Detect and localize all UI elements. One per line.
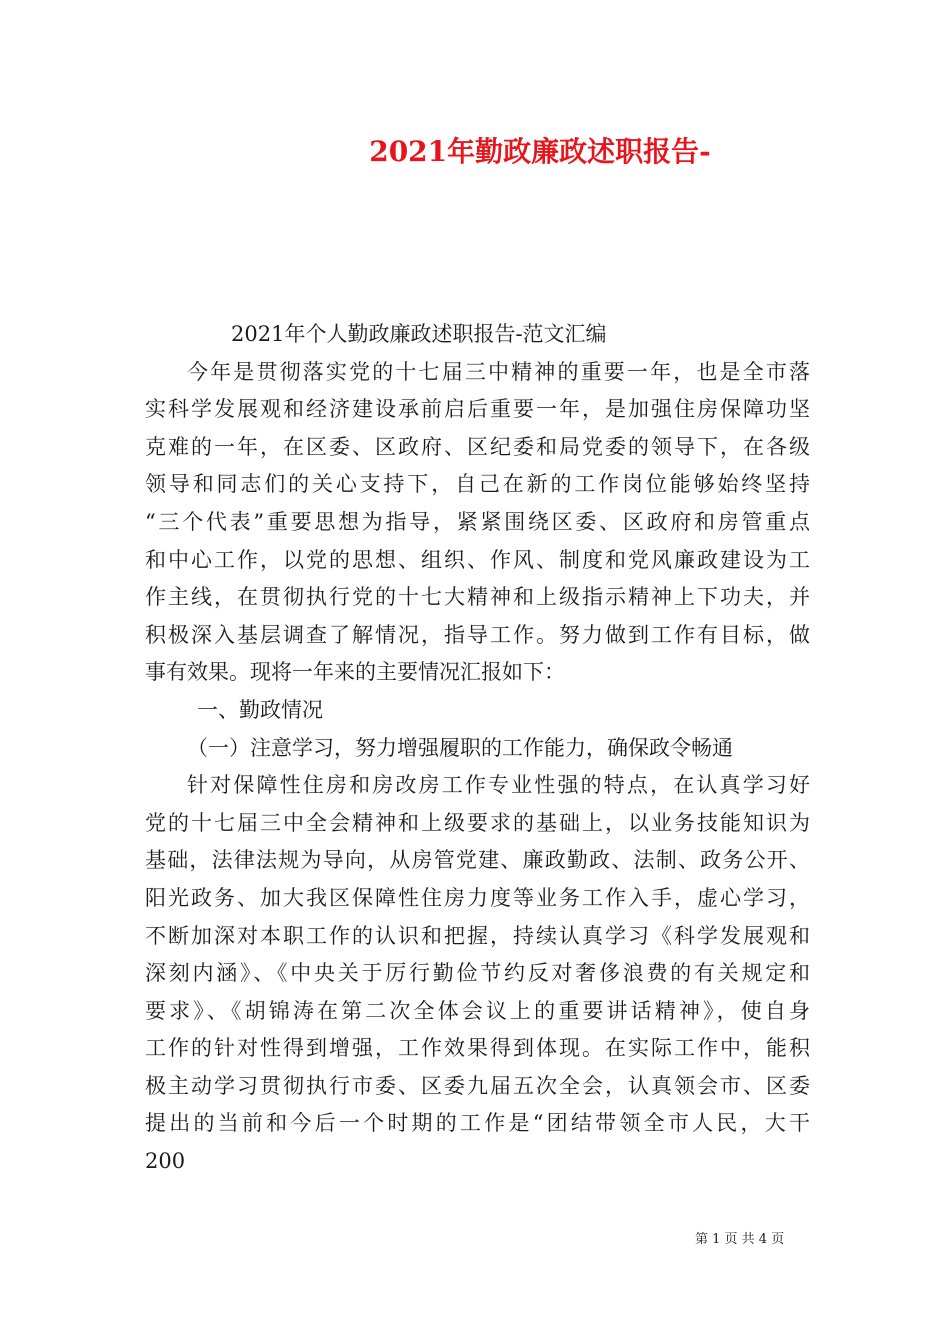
paragraph-line: 要求》、《胡锦涛在第二次全体会议上的重要讲话精神》，使自身 — [145, 998, 810, 1023]
paragraph-line: 克难的一年，在区委、区政府、区纪委和局党委的领导下，在各级 — [145, 434, 810, 459]
paragraph-line: 今年是贯彻落实党的十七届三中精神的重要一年，也是全市落 — [187, 359, 810, 384]
subsection-heading: （一）注意学习，努力增强履职的工作能力，确保政令畅通 — [187, 735, 733, 760]
document-title: 2021年勤政廉政述职报告- — [369, 135, 711, 168]
document-subtitle: 2021年个人勤政廉政述职报告-范文汇编 — [231, 322, 607, 346]
paragraph-line: “三个代表”重要思想为指导，紧紧围绕区委、区政府和房管重点 — [145, 509, 810, 534]
paragraph-line: 不断加深对本职工作的认识和把握，持续认真学习《科学发展观和 — [145, 923, 810, 948]
paragraph-line: 作主线，在贯彻执行党的十七大精神和上级指示精神上下功夫，并 — [145, 585, 810, 610]
paragraph-line: 事有效果。现将一年来的主要情况汇报如下： — [145, 660, 565, 685]
paragraph-line: 200 — [145, 1149, 186, 1174]
paragraph-line: 党的十七届三中全会精神和上级要求的基础上，以业务技能知识为 — [145, 810, 810, 835]
paragraph-line: 积极深入基层调查了解情况，指导工作。努力做到工作有目标，做 — [145, 622, 810, 647]
paragraph-line: 极主动学习贯彻执行市委、区委九届五次全会，认真领会市、区委 — [145, 1073, 810, 1098]
document-body — [145, 316, 810, 1181]
paragraph-line: 基础，法律法规为导向，从房管党建、廉政勤政、法制、政务公开、 — [145, 848, 810, 873]
paragraph-line: 工作的针对性得到增强，工作效果得到体现。在实际工作中，能积 — [145, 1036, 810, 1061]
paragraph-line: 阳光政务、加大我区保障性住房力度等业务工作入手，虚心学习， — [145, 885, 810, 910]
paragraph-line: 和中心工作，以党的思想、组织、作风、制度和党风廉政建设为工 — [145, 547, 810, 572]
page-footer: 第 1 页 共 4 页 — [695, 1232, 785, 1247]
paragraph-line: 实科学发展观和经济建设承前启后重要一年，是加强住房保障功坚 — [145, 397, 810, 422]
paragraph-line: 针对保障性住房和房改房工作专业性强的特点，在认真学习好 — [187, 773, 810, 798]
section-heading: 一、勤政情况 — [197, 697, 323, 722]
paragraph-line: 领导和同志们的关心支持下，自己在新的工作岗位能够始终坚持 — [145, 472, 810, 497]
paragraph-line: 提出的当前和今后一个时期的工作是“团结带领全市人民，大干 — [145, 1111, 810, 1136]
paragraph-line: 深刻内涵》、《中央关于厉行勤俭节约反对奢侈浪费的有关规定和 — [145, 961, 810, 986]
